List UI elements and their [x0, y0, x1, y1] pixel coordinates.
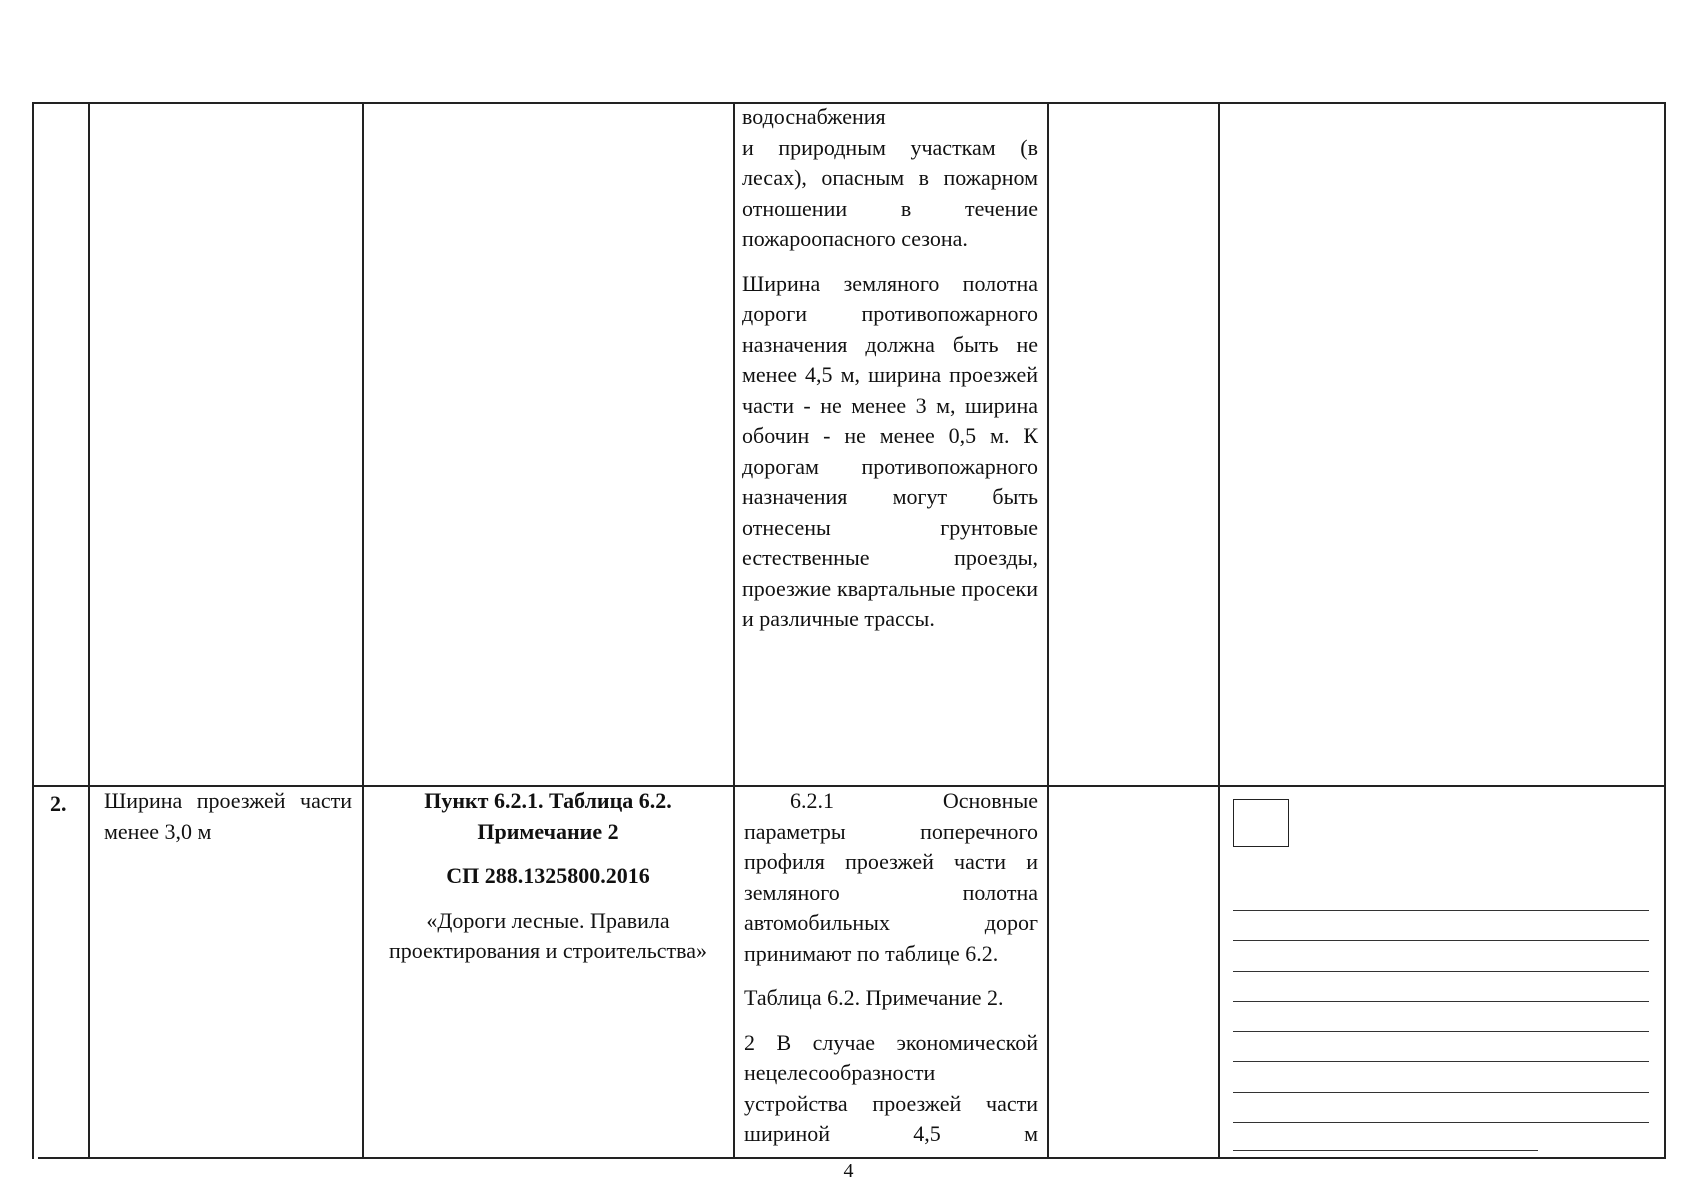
requirement-cell	[744, 786, 1038, 1150]
answer-line[interactable]	[1233, 940, 1649, 941]
column-border-6	[1218, 102, 1220, 1159]
answer-line[interactable]	[1233, 1001, 1649, 1002]
requirement-p1: 6.2.1 Основные параметры поперечного профиля проезжей части и земляного полотна автомобильных дорог принимают по таблице 6.2.	[744, 788, 1038, 966]
requirement-p2: Таблица 6.2. Примечание 2.	[744, 985, 1004, 1010]
page-number: 4	[843, 1160, 854, 1182]
requirement-line-2: и природным участкам (в лесах), опасным в пожарном отношении в течение пожароопасного сезона.	[742, 134, 1038, 251]
reference-clause: Пункт 6.2.1. Таблица 6.2.	[424, 788, 672, 813]
reference-document: СП 288.1325800.2016	[446, 863, 650, 888]
requirement-line-1: водоснабжения	[742, 104, 886, 129]
answer-line[interactable]	[1233, 1122, 1649, 1123]
column-border-3	[362, 102, 364, 1159]
column-border-5	[1047, 102, 1049, 1159]
answer-line[interactable]	[1233, 1092, 1649, 1093]
column-border-1	[32, 102, 34, 1159]
table-bottom-border	[38, 1157, 1666, 1159]
answer-checkbox[interactable]	[1233, 799, 1289, 847]
requirement-p3: 2 В случае экономической нецелесообразности устройства проезжей части шириной 4,5 м	[744, 1029, 1038, 1146]
row-number: 2.	[50, 791, 67, 816]
answer-line[interactable]	[1233, 1150, 1538, 1151]
requirement-paragraph-2: Ширина земляного полотна дороги противопожарного назначения должна быть не менее 4,5 м, ширина проезжей части - не менее 3 м, ширина обочин - не менее 0,5 м. К дорогам противопожарного назначения могут быть отнесены грунтовые естественные проезды, проезжие квартальные просеки и различные трассы.	[742, 270, 1038, 631]
reference-title: «Дороги лесные. Правила проектирования и строительства»	[389, 907, 707, 963]
answer-line[interactable]	[1233, 971, 1649, 972]
answer-line[interactable]	[1233, 910, 1649, 911]
reference-note: Примечание 2	[477, 818, 619, 844]
column-border-7	[1664, 102, 1666, 1159]
violation-description: Ширина проезжей части менее 3,0 м	[104, 788, 352, 844]
column-border-4	[733, 102, 735, 1159]
column-border-2	[88, 102, 90, 1159]
continued-requirement-cell	[742, 102, 1038, 649]
answer-line[interactable]	[1233, 1061, 1649, 1062]
answer-line[interactable]	[1233, 1031, 1649, 1032]
reference-cell	[385, 786, 711, 967]
